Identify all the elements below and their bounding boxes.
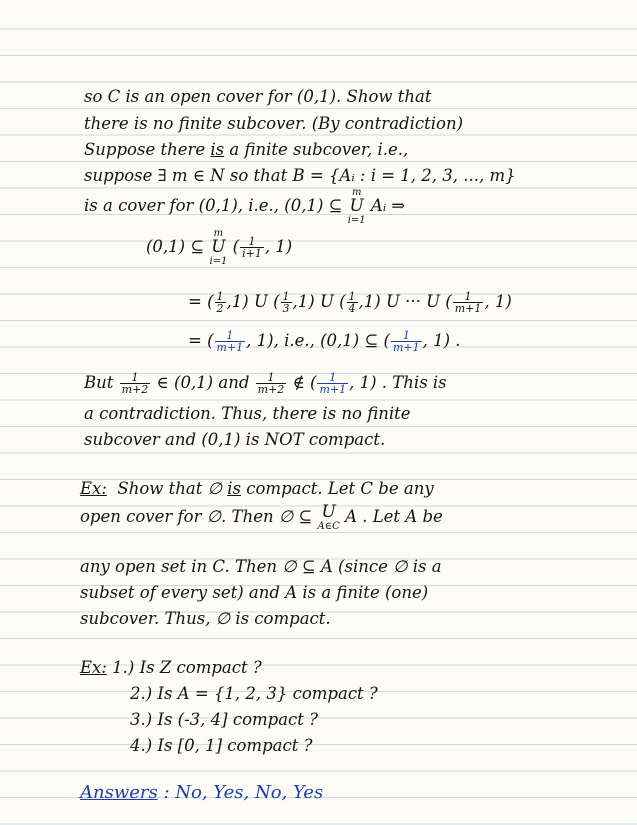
fraction [281, 291, 292, 314]
fraction [120, 372, 151, 395]
in-interval: ∈ (0,1) and [156, 373, 250, 392]
text: compact. Let C be any [241, 479, 434, 498]
text: A . Let A be [345, 507, 443, 526]
numerator: 1 [256, 372, 287, 384]
numerator: 1 [240, 236, 264, 248]
proof-line-5 [84, 186, 405, 226]
denominator: m+1 [454, 302, 482, 315]
fraction [256, 372, 287, 395]
union-part: ,1) U ··· U ( [358, 292, 452, 311]
example-1-line-1 [80, 478, 434, 500]
proof-line-2: there is no finite subcover. (By contradiction) [84, 114, 464, 133]
union-operator [348, 187, 366, 226]
denominator: m+1 [319, 383, 347, 396]
but-word: But [84, 373, 114, 392]
denominator: m+2 [257, 383, 285, 396]
union-upper-limit: m [351, 187, 362, 198]
fraction [453, 291, 484, 314]
union-lower-limit: i=1 [347, 215, 366, 226]
proof-line-contradiction: a contradiction. Thus, there is no finite [84, 404, 411, 423]
proof-line-3 [84, 139, 408, 161]
example-1-line-5: subcover. Thus, ∅ is compact. [80, 609, 331, 628]
numerator: 1 [348, 290, 356, 303]
union-symbol: U [349, 196, 364, 216]
proof-line-3-text-a: Suppose there [84, 140, 211, 159]
example-1-line-4: subset of every set) and A is a finite (one) [80, 583, 429, 602]
answers-separator: : [163, 782, 170, 803]
numerator: 1 [391, 330, 422, 342]
denominator: 3 [282, 302, 290, 315]
proof-line-3-text-c: a finite subcover, i.e., [224, 140, 409, 159]
numerator: 1 [215, 330, 246, 342]
eq-start: = ( [188, 292, 214, 311]
numerator: 1 [453, 291, 484, 303]
union-operator [209, 228, 227, 267]
union-symbol: U [211, 237, 226, 257]
question-1: 1.) Is Z compact ? [112, 658, 262, 677]
this-is: , 1) . This is [349, 373, 447, 392]
union-operator [317, 501, 340, 532]
denominator: 2 [216, 302, 224, 315]
eq-middle: , 1), i.e., (0,1) ⊆ ( [246, 331, 390, 350]
equation-3 [188, 330, 461, 353]
example-label: Ex: [80, 658, 107, 677]
question-2: 2.) Is A = {1, 2, 3} compact ? [130, 684, 378, 703]
proof-line-4: suppose ∃ m ∈ N so that B = {Aᵢ : i = 1, 2, 3, ..., m} [84, 166, 516, 185]
union-lower-limit: i=1 [209, 256, 228, 267]
interval-end: , 1) [484, 292, 512, 311]
fraction [215, 291, 226, 314]
denominator: m+1 [392, 341, 420, 354]
example-1-line-3: any open set in C. Then ∅ ⊆ A (since ∅ is a [80, 557, 442, 576]
question-4: 4.) Is [0, 1] compact ? [130, 736, 313, 755]
union-part: ,1) U ( [292, 292, 346, 311]
fraction [240, 236, 264, 259]
proof-line-but [84, 372, 447, 395]
text: Show that ∅ [117, 479, 228, 498]
interval-end: , 1) . [422, 331, 461, 350]
numerator: 1 [216, 290, 224, 303]
equation-1 [146, 225, 292, 269]
union-upper-limit: m [213, 228, 224, 239]
paren: ( [232, 237, 240, 256]
emphasis: is [227, 479, 241, 498]
fraction [317, 372, 348, 395]
denominator: 4 [348, 302, 356, 315]
eq-start: = ( [188, 331, 214, 350]
fraction [391, 330, 422, 353]
proof-line-5-text: is a cover for (0,1), i.e., (0,1) ⊆ [84, 196, 343, 215]
denominator: m+1 [216, 341, 244, 354]
not-in: ∉ ( [292, 373, 317, 392]
equation-2 [188, 291, 512, 314]
equation-1-lhs: (0,1) ⊆ [146, 237, 205, 256]
example-label: Ex: [80, 479, 107, 498]
union-part: ,1) U ( [226, 292, 280, 311]
numerator: 1 [120, 372, 151, 384]
union-index: A∈C [317, 520, 340, 532]
numerator: 1 [282, 290, 290, 303]
numerator: 1 [317, 372, 348, 384]
answers-label: Answers [80, 782, 158, 803]
interval-end: , 1) [264, 237, 293, 256]
union-symbol: U [321, 501, 336, 522]
denominator: m+2 [121, 383, 149, 396]
example-2-line-1 [80, 657, 262, 679]
fraction [347, 291, 358, 314]
proof-line-1: so C is an open cover for (0,1). Show that [84, 87, 432, 106]
denominator: i+1 [242, 247, 262, 260]
answers-line [80, 782, 323, 804]
question-3: 3.) Is (-3, 4] compact ? [130, 710, 319, 729]
fraction [215, 330, 246, 353]
text: open cover for ∅. Then ∅ ⊆ [80, 507, 313, 526]
proof-line-conclusion: subcover and (0,1) is NOT compact. [84, 430, 386, 449]
answers-text: No, Yes, No, Yes [175, 782, 324, 803]
example-1-line-2 [80, 500, 443, 534]
proof-line-3-emphasis: is [210, 140, 225, 159]
proof-line-5-tail: Aᵢ ⇒ [370, 196, 406, 215]
